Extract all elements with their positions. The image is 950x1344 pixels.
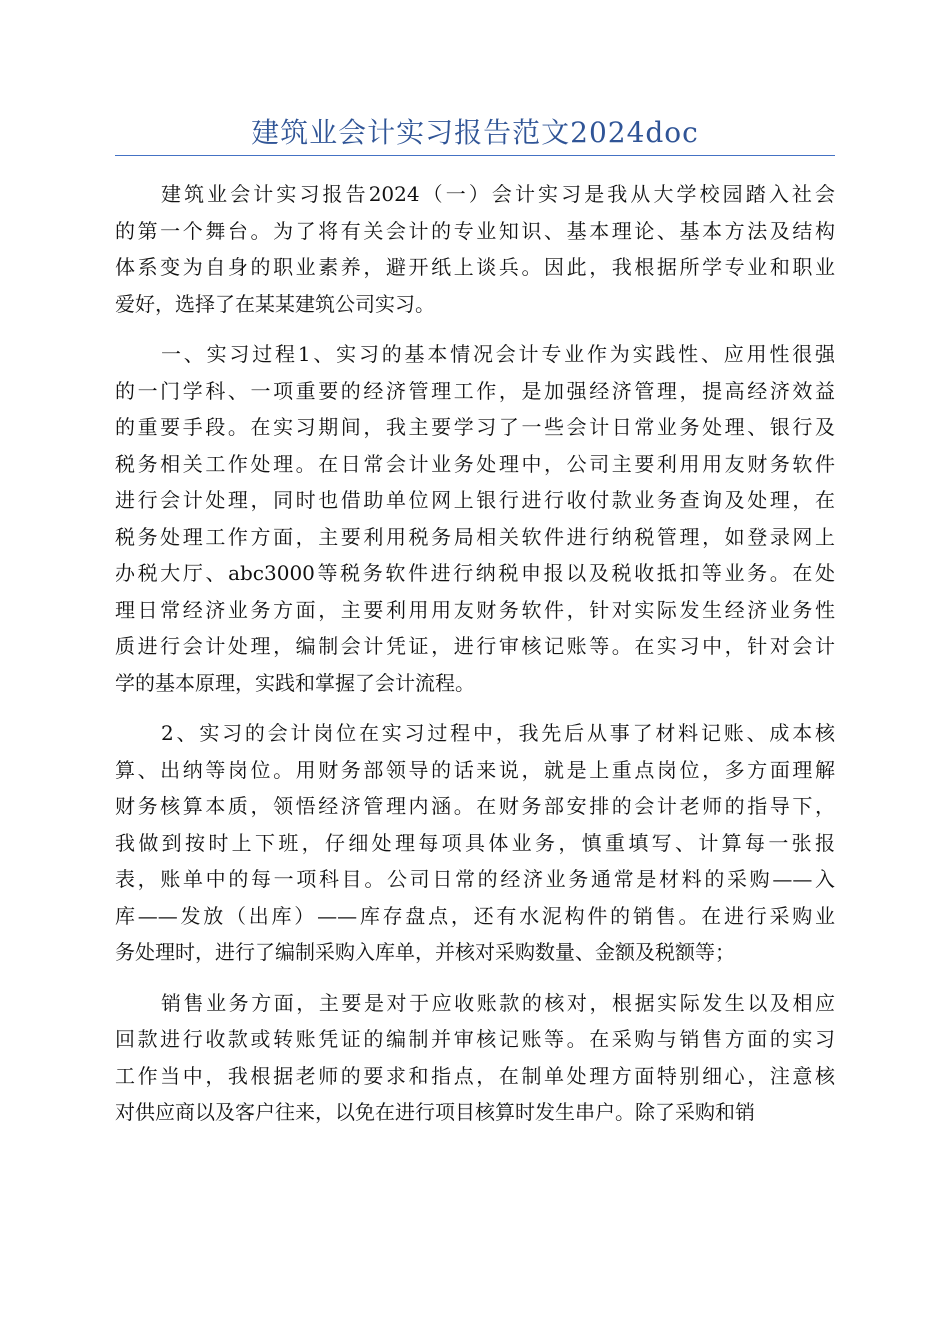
paragraph-line: 质进行会计处理，编制会计凭证，进行审核记账等。在实习中，针对会计 bbox=[115, 634, 835, 658]
paragraph-line: 进行会计处理，同时也借助单位网上银行进行收付款业务查询及处理，在 bbox=[115, 488, 835, 512]
paragraph-line: 表，账单中的每一项科目。公司日常的经济业务通常是材料的采购——入 bbox=[115, 867, 835, 891]
paragraph-line: 爱好，选择了在某某建筑公司实习。 bbox=[115, 291, 435, 316]
paragraph-line: 一、实习过程1、实习的基本情况会计专业作为实践性、应用性很强 bbox=[161, 342, 835, 366]
paragraph-line: 库——发放（出库）——库存盘点，还有水泥构件的销售。在进行采购业 bbox=[115, 903, 835, 928]
paragraph-line: 税务处理工作方面，主要利用税务局相关软件进行纳税管理，如登录网上 bbox=[115, 524, 835, 549]
title-underline bbox=[115, 155, 835, 156]
paragraph-line: 的一门学科、一项重要的经济管理工作，是加强经济管理，提高经济效益 bbox=[115, 378, 835, 403]
paragraph-line: 的重要手段。在实习期间，我主要学习了一些会计日常业务处理、银行及 bbox=[115, 415, 835, 439]
paragraph bbox=[115, 176, 835, 322]
paragraph-line: 算、出纳等岗位。用财务部领导的话来说，就是上重点岗位，多方面理解 bbox=[115, 757, 835, 782]
paragraph-line: 对供应商以及客户往来，以免在进行项目核算时发生串户。除了采购和销 bbox=[115, 1100, 755, 1124]
paragraph-line: 学的基本原理，实践和掌握了会计流程。 bbox=[115, 670, 475, 695]
paragraph-line: 理日常经济业务方面，主要利用用友财务软件，针对实际发生经济业务性 bbox=[115, 597, 835, 622]
paragraph bbox=[115, 715, 835, 971]
paragraph-line: 务处理时，进行了编制采购入库单，并核对采购数量、金额及税额等； bbox=[115, 940, 735, 964]
paragraph-line: 工作当中，我根据老师的要求和指点，在制单处理方面特别细心，注意核 bbox=[115, 1063, 835, 1088]
paragraph-line: 2、实习的会计岗位在实习过程中，我先后从事了材料记账、成本核 bbox=[161, 721, 835, 745]
paragraph-line: 我做到按时上下班，仔细处理每项具体业务，慎重填写、计算每一张报 bbox=[115, 830, 835, 855]
paragraph-line: 办税大厅、abc3000等税务软件进行纳税申报以及税收抵扣等业务。在处 bbox=[115, 561, 835, 585]
paragraph-line: 回款进行收款或转账凭证的编制并审核记账等。在采购与销售方面的实习 bbox=[115, 1027, 835, 1051]
document-body bbox=[115, 176, 835, 1145]
paragraph-line: 销售业务方面，主要是对于应收账款的核对，根据实际发生以及相应 bbox=[161, 990, 835, 1015]
paragraph-line: 财务核算本质，领悟经济管理内涵。在财务部安排的会计老师的指导下， bbox=[115, 794, 835, 818]
paragraph-line: 税务相关工作处理。在日常会计业务处理中，公司主要利用用友财务软件 bbox=[115, 451, 835, 476]
document-title: 建筑业会计实习报告范文2024doc bbox=[251, 116, 699, 149]
paragraph bbox=[115, 985, 835, 1131]
paragraph-line: 的第一个舞台。为了将有关会计的专业知识、基本理论、基本方法及结构 bbox=[115, 218, 835, 243]
paragraph-line: 建筑业会计实习报告2024（一）会计实习是我从大学校园踏入社会 bbox=[161, 182, 835, 206]
paragraph-line: 体系变为自身的职业素养，避开纸上谈兵。因此，我根据所学专业和职业 bbox=[115, 255, 835, 279]
paragraph bbox=[115, 336, 835, 701]
